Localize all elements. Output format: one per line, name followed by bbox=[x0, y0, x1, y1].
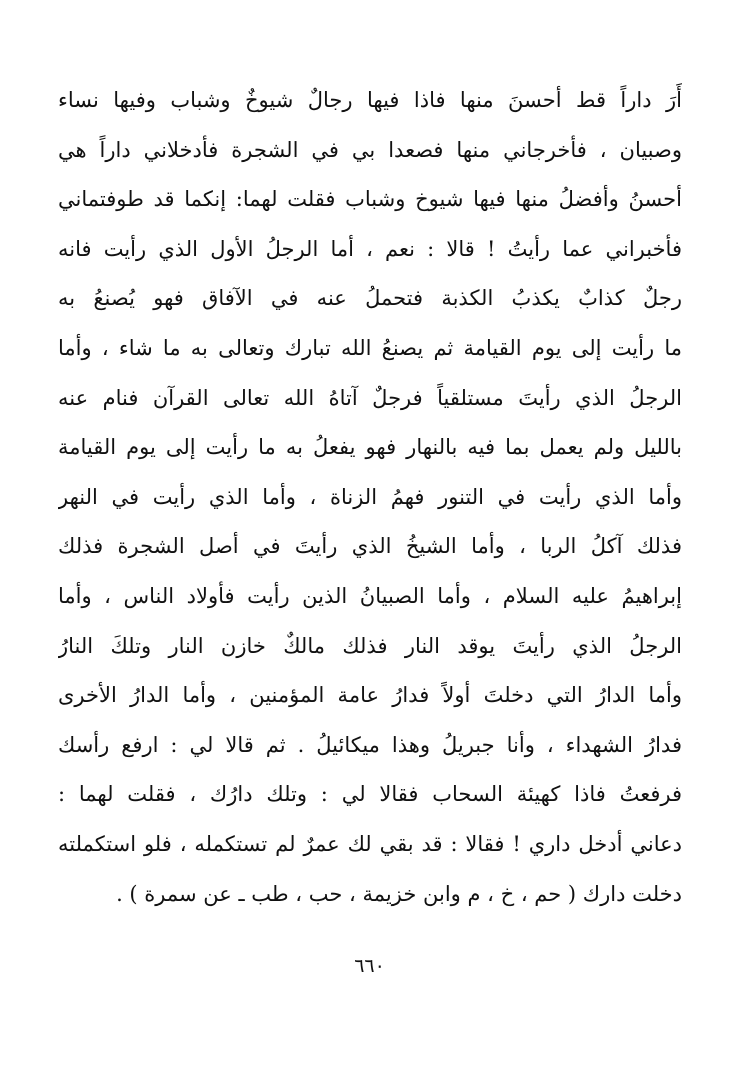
text-line-4: فأخبراني عما رأيتُ ! قالا : نعم ، أما الرجلُ الأول الذي رأيت فانه bbox=[58, 236, 682, 261]
hadith-text-block bbox=[58, 76, 682, 919]
text-line-14: فدارُ الشهداء ، وأنا جبريلُ وهذا ميكائيلُ . ثم قالا لي : ارفع رأسك bbox=[58, 732, 682, 757]
text-line-1: أَرَ داراً قط أحسنَ منها فاذا فيها رجالٌ شيوخٌ وشباب وفيها نساء bbox=[58, 88, 682, 112]
text-line-3: أحسنُ وأفضلُ منها فيها شيوخ وشباب فقلت لهما: إنكما قد طوفتماني bbox=[58, 187, 682, 212]
text-line-17: دخلت دارك ( حم ، خ ، م وابن خزيمة ، حب ، طب ـ عن سمرة ) . bbox=[116, 881, 682, 906]
text-line-11: إبراهيمُ عليه السلام ، وأما الصبيانُ الذين رأيت فأولاد الناس ، وأما bbox=[58, 583, 682, 608]
text-line-2: وصبيان ، فأخرجاني منها فصعدا بي في الشجرة فأدخلاني داراً هي bbox=[58, 137, 682, 162]
text-line-5: رجلٌ كذابٌ يكذبُ الكذبة فتحملُ عنه في الآفاق فهو يُصنعُ به bbox=[58, 286, 682, 311]
text-line-9: وأما الذي رأيت في التنور فهمُ الزناة ، وأما الذي رأيت في النهر bbox=[58, 484, 682, 509]
text-line-8: بالليل ولم يعمل بما فيه بالنهار فهو يفعلُ به ما رأيت إلى يوم القيامة bbox=[58, 435, 682, 460]
text-line-7: الرجلُ الذي رأيتَ مستلقياً فرجلٌ آتاهُ الله تعالى القرآن فنام عنه bbox=[58, 385, 682, 410]
text-line-16: دعاني أدخل داري ! فقالا : قد بقي لك عمرٌ لم تستكمله ، فلو استكملته bbox=[58, 831, 682, 856]
text-line-6: ما رأيت إلى يوم القيامة ثم يصنعُ الله تبارك وتعالى به ما شاء ، وأما bbox=[58, 335, 682, 360]
text-line-12: الرجلُ الذي رأيتَ يوقد النار فذلك مالكٌ خازن النار وتلكَ النارُ bbox=[58, 633, 682, 658]
text-line-13: وأما الدارُ التي دخلتَ أولاً فدارُ عامة المؤمنين ، وأما الدارُ الأخرى bbox=[58, 683, 682, 708]
text-line-10: فذلك آكلُ الربا ، وأما الشيخُ الذي رأيتَ في أصل الشجرة فذلك bbox=[58, 534, 682, 559]
page-number: ٦٦٠ bbox=[354, 955, 385, 977]
text-line-15: فرفعتُ فاذا كهيئة السحاب فقالا لي : وتلك دارُك ، فقلت لهما : bbox=[58, 782, 682, 807]
